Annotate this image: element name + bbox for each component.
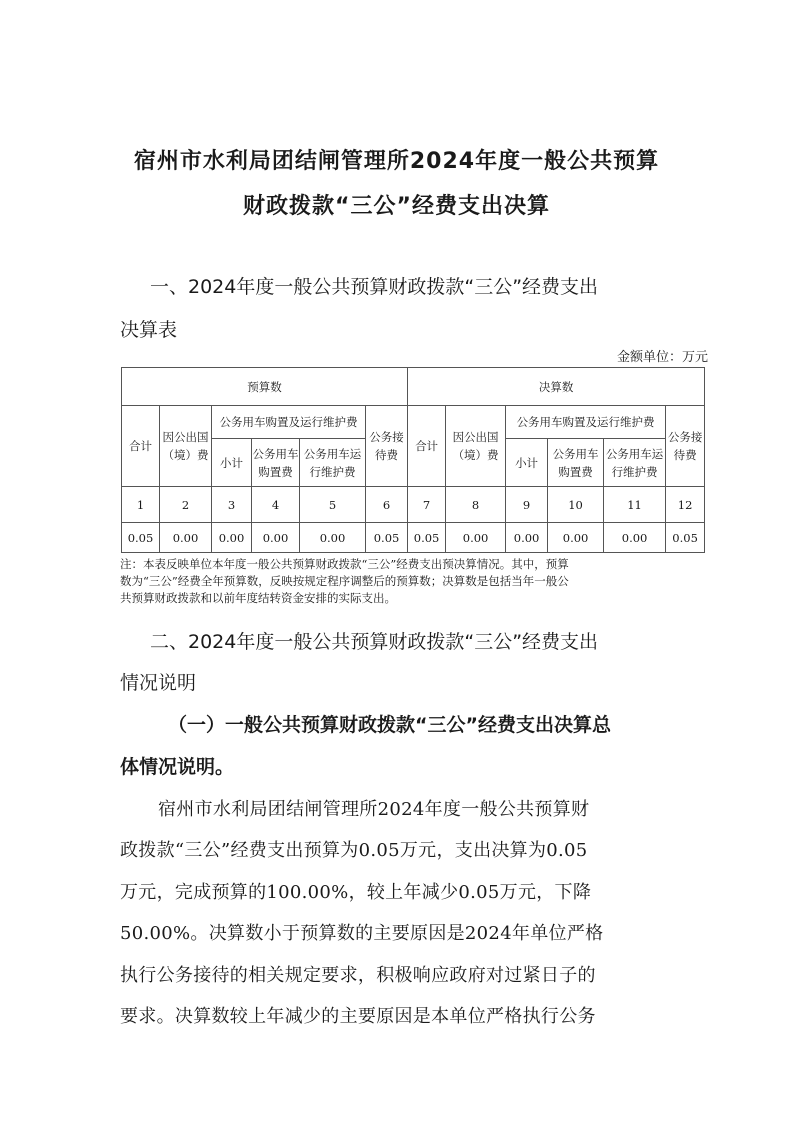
value-cell: 0.00 [446,523,506,553]
note-line: 数为“三公”经费全年预算数，反映按规定程序调整后的预算数；决算数是包括当年一般公 [120,574,569,588]
value-cell: 0.00 [160,523,212,553]
table-row-index [122,487,705,523]
value-cell: 0.00 [300,523,366,553]
table-note [120,556,710,607]
section1-heading-line2: 决算表 [120,319,178,341]
paragraph-line: 执行公务接待的相关规定要求，积极响应政府对过紧日子的 [120,965,596,986]
index-cell: 11 [604,487,666,523]
budget-vehicle-header: 公务用车购置及运行维护费 [212,406,366,439]
doc-title-line1: 宿州市水利局团结闸管理所2024年度一般公共预算 [133,149,660,174]
note-line: 共预算财政拨款和以前年度结转资金安排的实际支出。 [120,591,396,605]
index-cell: 5 [300,487,366,523]
value-cell: 0.00 [212,523,252,553]
budget-reception-header: 公务接 待费 [366,406,408,487]
note-line: 注：本表反映单位本年度一般公共预算财政拨款“三公”经费支出预决算情况。其中，预算 [120,557,569,571]
actual-group-header: 决算数 [408,368,705,406]
value-cell: 0.00 [604,523,666,553]
index-cell: 7 [408,487,446,523]
value-cell: 0.05 [122,523,160,553]
budget-purchase-header: 公务用车 购置费 [252,439,300,487]
index-cell: 3 [212,487,252,523]
actual-subtotal-header: 小计 [506,439,548,487]
paragraph-line: 宿州市水利局团结闸管理所2024年度一般公共预算财 [158,799,590,820]
actual-maintenance-header: 公务用车运 行维护费 [604,439,666,487]
subsection1-heading-line1: （一）一般公共预算财政拨款“三公”经费支出决算总 [168,714,611,736]
three-public-expenses-table [121,367,705,553]
index-cell: 8 [446,487,506,523]
index-cell: 6 [366,487,408,523]
budget-group-header: 预算数 [122,368,408,406]
paragraph-line: 万元，完成预算的100.00%，较上年减少0.05万元，下降 [120,882,592,903]
paragraph-line: 政拨款“三公”经费支出预算为0.05万元，支出决算为0.05 [120,840,588,861]
actual-purchase-header: 公务用车 购置费 [548,439,604,487]
table-row-values [122,523,705,553]
section2-heading-line2: 情况说明 [120,672,197,694]
value-cell: 0.05 [666,523,705,553]
budget-abroad-header: 因公出国 （境）费 [160,406,212,487]
index-cell: 2 [160,487,212,523]
value-cell: 0.00 [548,523,604,553]
section1-heading-line1: 一、2024年度一般公共预算财政拨款“三公”经费支出 [150,276,599,298]
section2-heading-line1: 二、2024年度一般公共预算财政拨款“三公”经费支出 [150,631,599,653]
budget-total-header: 合计 [122,406,160,487]
amount-unit-label: 金额单位：万元 [616,350,708,365]
value-cell: 0.05 [366,523,408,553]
value-cell: 0.00 [506,523,548,553]
index-cell: 1 [122,487,160,523]
subsection1-heading-line2: 体情况说明。 [120,756,235,778]
doc-title-line2: 财政拨款“三公”经费支出决算 [243,194,550,219]
actual-vehicle-header: 公务用车购置及运行维护费 [506,406,666,439]
index-cell: 12 [666,487,705,523]
index-cell: 9 [506,487,548,523]
budget-maintenance-header: 公务用车运 行维护费 [300,439,366,487]
index-cell: 10 [548,487,604,523]
paragraph-line: 要求。决算数较上年减少的主要原因是本单位严格执行公务 [120,1006,596,1027]
value-cell: 0.05 [408,523,446,553]
value-cell: 0.00 [252,523,300,553]
paragraph-line: 50.00%。决算数小于预算数的主要原因是2024年单位严格 [120,923,604,944]
actual-reception-header: 公务接 待费 [666,406,705,487]
index-cell: 4 [252,487,300,523]
actual-total-header: 合计 [408,406,446,487]
actual-abroad-header: 因公出国 （境）费 [446,406,506,487]
budget-subtotal-header: 小计 [212,439,252,487]
